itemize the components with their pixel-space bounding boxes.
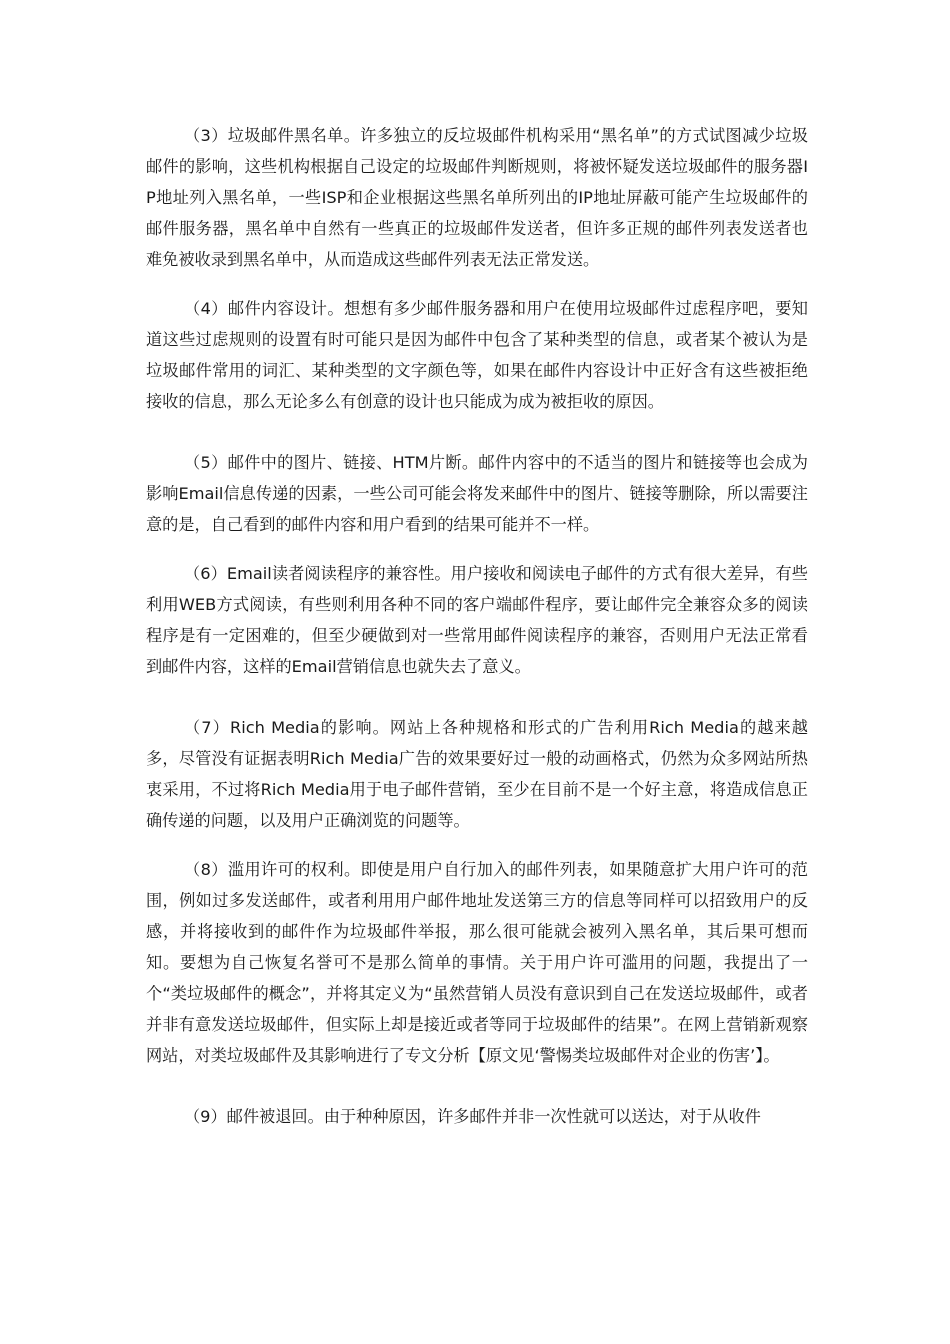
paragraph-permission-abuse: （8）滥用许可的权利。即使是用户自行加入的邮件列表，如果随意扩大用户许可的范围，例如过多发送邮件，或者利用用户邮件地址发送第三方的信息等同样可以招致用户的反感，并将接收到的邮件作为垃圾邮件举报，那么很可能就会被列入黑名单，其后果可想而知。要想为自己恢复名誉可不是那么简单的事情。关于用户许可滥用的问题，我提出了一个“类垃圾邮件的概念”，并将其定义为“虽然营销人员没有意识到自己在发送垃圾邮件，或者并非有意发送垃圾邮件，但实际上却是接近或者等同于垃圾邮件的结果”。在网上营销新观察网站，对类垃圾邮件及其影响进行了专文分析【原文见‘警惕类垃圾邮件对企业的伤害’】。 — [146, 860, 808, 1065]
paragraph-rich-media: （7）Rich Media的影响。网站上各种规格和形式的广告利用Rich Media的越来越多，尽管没有证据表明Rich Media广告的效果要好过一般的动画格式，仍然为众多网站所热衷采用，不过将Rich Media用于电子邮件营销，至少在目前不是一个好主意，将造成信息正确传递的问题，以及用户正确浏览的问题等。 — [146, 718, 808, 830]
paragraph-content-design: （4）邮件内容设计。想想有多少邮件服务器和用户在使用垃圾邮件过虑程序吧，要知道这些过虑规则的设置有时可能只是因为邮件中包含了某种类型的信息，或者某个被认为是垃圾邮件常用的词汇、某种类型的文字颜色等，如果在邮件内容设计中正好含有这些被拒绝接收的信息，那么无论多么有创意的设计也只能成为成为被拒收的原因。 — [146, 299, 808, 411]
document-body — [146, 120, 808, 1132]
paragraph-images-links: （5）邮件中的图片、链接、HTM片断。邮件内容中的不适当的图片和链接等也会成为影响Email信息传递的因素，一些公司可能会将发来邮件中的图片、链接等删除，所以需要注意的是，自己看到的邮件内容和用户看到的结果可能并不一样。 — [146, 453, 808, 534]
paragraph-blacklist: （3）垃圾邮件黑名单。许多独立的反垃圾邮件机构采用“黑名单”的方式试图减少垃圾邮件的影响，这些机构根据自己设定的垃圾邮件判断规则，将被怀疑发送垃圾邮件的服务器IP地址列入黑名单，一些ISP和企业根据这些黑名单所列出的IP地址屏蔽可能产生垃圾邮件的邮件服务器，黑名单中自然有一些真正的垃圾邮件发送者，但许多正规的邮件列表发送者也难免被收录到黑名单中，从而造成这些邮件列表无法正常发送。 — [146, 126, 808, 269]
paragraph-bounced-mail: （9）邮件被退回。由于种种原因，许多邮件并非一次性就可以送达，对于从收件 — [184, 1107, 761, 1126]
paragraph-reader-compatibility: （6）Email读者阅读程序的兼容性。用户接收和阅读电子邮件的方式有很大差异，有些利用WEB方式阅读，有些则利用各种不同的客户端邮件程序，要让邮件完全兼容众多的阅读程序是有一定困难的，但至少硬做到对一些常用邮件阅读程序的兼容，否则用户无法正常看到邮件内容，这样的Email营销信息也就失去了意义。 — [146, 564, 808, 676]
